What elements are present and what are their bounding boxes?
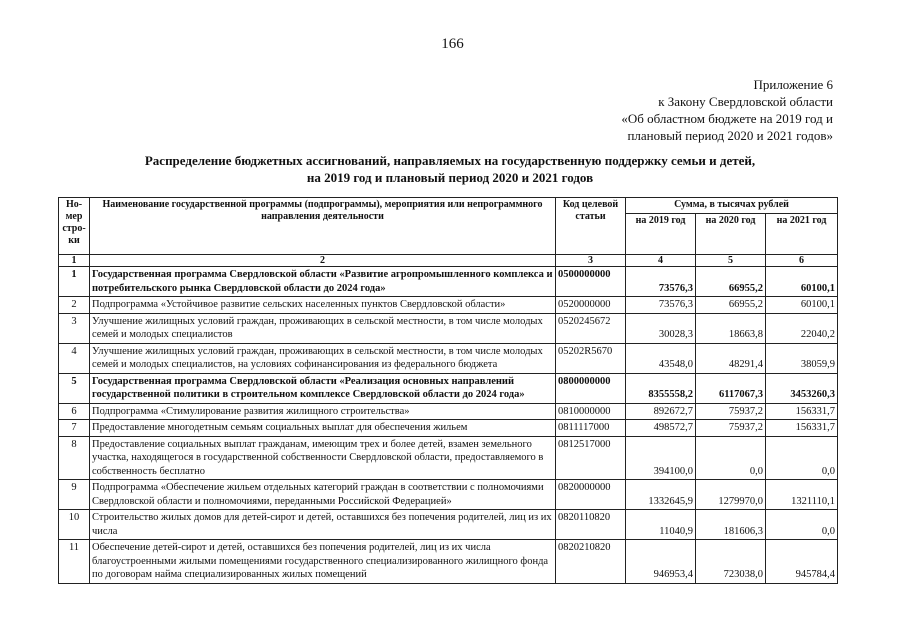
row-name-cell: Обеспечение детей-сирот и детей, оставшихся без попечения родителей, лиц из их числа благоустроенными жилыми помещениями государственного специализированного жилищного фонда по договорам найма специализированных жилых помещений	[90, 540, 556, 584]
row-2019-cell: 498572,7	[626, 420, 696, 437]
row-2020-cell: 66955,2	[696, 297, 766, 314]
row-2019-cell: 11040,9	[626, 510, 696, 540]
row-2020-cell: 18663,8	[696, 313, 766, 343]
row-2019-cell: 892672,7	[626, 403, 696, 420]
row-name-cell: Улучшение жилищных условий граждан, проживающих в сельской местности, в том числе молодых семей и молодых специалистов, на условиях софинансирования из федерального бюджета	[90, 343, 556, 373]
table-row	[59, 420, 838, 437]
row-2019-cell: 30028,3	[626, 313, 696, 343]
row-number-cell: 6	[59, 403, 90, 420]
row-code-cell: 0820000000	[556, 480, 626, 510]
row-2021-cell: 945784,4	[766, 540, 838, 584]
row-2019-cell: 1332645,9	[626, 480, 696, 510]
appendix-line: плановый период 2020 и 2021 годов»	[627, 128, 833, 143]
row-2021-cell: 0,0	[766, 510, 838, 540]
row-name-cell: Государственная программа Свердловской области «Развитие агропромышленного комплекса и потребительского рынка Свердловской области до 2024 года»	[90, 267, 556, 297]
row-2020-cell: 1279970,0	[696, 480, 766, 510]
row-2021-cell: 1321110,1	[766, 480, 838, 510]
header-2019: на 2019 год	[626, 214, 696, 255]
row-code-cell: 0820110820	[556, 510, 626, 540]
row-name-cell: Предоставление многодетным семьям социальных выплат для обеспечения жильем	[90, 420, 556, 437]
row-number-cell: 8	[59, 436, 90, 480]
row-2021-cell: 0,0	[766, 436, 838, 480]
row-code-cell: 0810000000	[556, 403, 626, 420]
title-line: на 2019 год и плановый период 2020 и 2021 годов	[306, 170, 594, 185]
appendix-line: «Об областном бюджете на 2019 год и	[621, 111, 833, 126]
column-index: 3	[556, 255, 626, 267]
header-2020: на 2020 год	[696, 214, 766, 255]
row-number-cell: 3	[59, 313, 90, 343]
row-name-cell: Подпрограмма «Стимулирование развития жилищного строительства»	[90, 403, 556, 420]
table-row	[59, 510, 838, 540]
column-index: 2	[90, 255, 556, 267]
row-2019-cell: 73576,3	[626, 267, 696, 297]
header-sum: Сумма, в тысячах рублей	[626, 198, 838, 214]
table-row	[59, 373, 838, 403]
row-2020-cell: 6117067,3	[696, 373, 766, 403]
row-2020-cell: 0,0	[696, 436, 766, 480]
row-2019-cell: 394100,0	[626, 436, 696, 480]
row-2019-cell: 8355558,2	[626, 373, 696, 403]
row-number-cell: 1	[59, 267, 90, 297]
column-index: 1	[59, 255, 90, 267]
appendix-note	[621, 76, 833, 144]
row-number-cell: 2	[59, 297, 90, 314]
row-2021-cell: 156331,7	[766, 420, 838, 437]
row-2020-cell: 75937,2	[696, 403, 766, 420]
row-2019-cell: 73576,3	[626, 297, 696, 314]
row-2020-cell: 181606,3	[696, 510, 766, 540]
header-code: Код целевой статьи	[556, 198, 626, 255]
row-2021-cell: 22040,2	[766, 313, 838, 343]
row-number-cell: 7	[59, 420, 90, 437]
row-number-cell: 10	[59, 510, 90, 540]
row-2021-cell: 60100,1	[766, 267, 838, 297]
row-code-cell: 0520000000	[556, 297, 626, 314]
budget-table	[58, 197, 838, 584]
table-row	[59, 403, 838, 420]
row-2021-cell: 3453260,3	[766, 373, 838, 403]
row-2020-cell: 66955,2	[696, 267, 766, 297]
row-number-cell: 11	[59, 540, 90, 584]
column-index: 4	[626, 255, 696, 267]
title-line: Распределение бюджетных ассигнований, направляемых на государственную поддержку семьи и детей,	[144, 153, 756, 168]
header-row-number: Но-мер стро-ки	[59, 198, 90, 255]
appendix-line: Приложение 6	[753, 77, 833, 92]
row-number-cell: 9	[59, 480, 90, 510]
row-code-cell: 0811117000	[556, 420, 626, 437]
row-number-cell: 5	[59, 373, 90, 403]
row-name-cell: Предоставление социальных выплат гражданам, имеющим трех и более детей, взамен земельного участка, находящегося в государственной собственности Свердловской области, предоставляемого в собственность бесплатно	[90, 436, 556, 480]
row-code-cell: 05202R5670	[556, 343, 626, 373]
row-code-cell: 0500000000	[556, 267, 626, 297]
header-2021: на 2021 год	[766, 214, 838, 255]
row-2020-cell: 75937,2	[696, 420, 766, 437]
row-number-cell: 4	[59, 343, 90, 373]
table-row	[59, 297, 838, 314]
row-code-cell: 0820210820	[556, 540, 626, 584]
table-row	[59, 343, 838, 373]
column-index: 6	[766, 255, 838, 267]
row-name-cell: Улучшение жилищных условий граждан, проживающих в сельской местности, в том числе молодых семей и молодых специалистов	[90, 313, 556, 343]
row-name-cell: Строительство жилых домов для детей-сирот и детей, оставшихся без попечения родителей, лиц из их числа	[90, 510, 556, 540]
table-row	[59, 436, 838, 480]
row-name-cell: Подпрограмма «Обеспечение жильем отдельных категорий граждан в соответствии с полномочиями Свердловской области и полномочиями, переданными Российской Федерацией»	[90, 480, 556, 510]
row-2019-cell: 43548,0	[626, 343, 696, 373]
appendix-line: к Закону Свердловской области	[658, 94, 833, 109]
row-name-cell: Государственная программа Свердловской области «Реализация основных направлений государственной политики в строительном комплексе Свердловской области до 2024 года»	[90, 373, 556, 403]
row-2021-cell: 156331,7	[766, 403, 838, 420]
table-row	[59, 480, 838, 510]
page-number: 166	[441, 36, 464, 52]
table-row	[59, 267, 838, 297]
row-code-cell: 0520245672	[556, 313, 626, 343]
column-index-row	[59, 255, 838, 267]
row-code-cell: 0812517000	[556, 436, 626, 480]
column-index: 5	[696, 255, 766, 267]
row-2021-cell: 60100,1	[766, 297, 838, 314]
row-2021-cell: 38059,9	[766, 343, 838, 373]
row-name-cell: Подпрограмма «Устойчивое развитие сельских населенных пунктов Свердловской области»	[90, 297, 556, 314]
header-name: Наименование государственной программы (подпрограммы), мероприятия или непрограммного направления деятельности	[90, 198, 556, 255]
table-body	[59, 267, 838, 584]
document-title	[60, 152, 840, 186]
table-row	[59, 313, 838, 343]
row-2019-cell: 946953,4	[626, 540, 696, 584]
table-row	[59, 540, 838, 584]
row-code-cell: 0800000000	[556, 373, 626, 403]
row-2020-cell: 723038,0	[696, 540, 766, 584]
row-2020-cell: 48291,4	[696, 343, 766, 373]
